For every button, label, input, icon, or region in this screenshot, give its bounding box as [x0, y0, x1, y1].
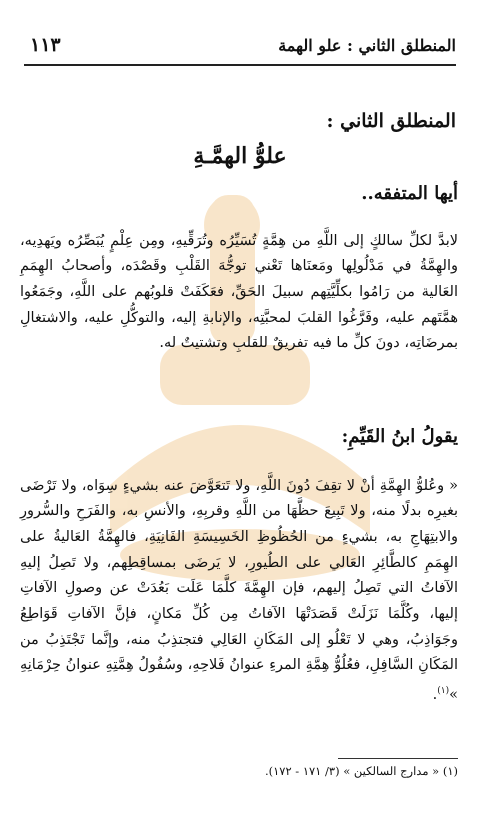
- quote-paragraph: « وعُلوُّ الهِمَّةِ أنْ لا تقِفَ دُونَ اللَّهِ، ولا تَتعَوَّضَ عنه بشيءٍ سِوَاه، ولا تَرْضَى بغيرِه بدلًا منه، ولا تَبِيعَ حظَّهَا من اللَّهِ وقربِهِ، والأنسِ به، والفَرَحِ والسُّرورِ والابتِهَاجِ به، بشيءٍ من الحُظُوظِ الخَسِيسَةِ الفَانِيَةِ، فالهِمَّةُ العَاليةُ على الهِمَمِ كالطَّائِرِ العَالي على الطُيورِ، لا يَرضَى بمساقِطِهم، ولا تَصِلُ إليهِ الآفاتُ التي تَصِلُ إليهم، فإن الهِمَّةَ كلَّمَا عَلَت بَعُدَتْ عن وصولِ الآفاتِ إليها، وكُلَّمَا نَزَلَتْ قَصَدَتْهَا الآفاتُ مِن كُلِّ مَكانٍ، فإنَّ الآفاتِ قَوَاطِعُ وجَوَاذِبُ، وهي لا تَعْلُو إلى المَكَانِ العَالِي فتجتذِبُ منه، وإنَّما تَجْتَذِبُ من المَكَانِ السَّافِلِ، فعُلُوُّ هِمَّةِ المرءِ عنوانُ فَلاحِهِ، وسُفُولُ هِمَّتِهِ عنوانُ حِرْمَانِهِ »$^{(١)}$.: [20, 477, 458, 703]
- footnote: (١) « مدارج السالكين » (٣/ ١٧١ - ١٧٢).: [264, 764, 458, 778]
- footnote-rule: [338, 758, 458, 759]
- page-number: ١١٣: [30, 34, 61, 56]
- header-rule: [24, 64, 456, 66]
- quote-text: « وعُلوُّ الهِمَّةِ أنْ لا تقِفَ دُونَ اللَّهِ، ولا تَتعَوَّضَ عنه بشيءٍ سِوَاه، ولا تَرْضَى بغيرِه بدلًا منه، ولا تَبِيعَ حظَّهَا من اللَّهِ وقربِهِ، والأنسِ به، والفَرَحِ والسُّرورِ والابتِهَاجِ به، بشيءٍ من الحُظُوظِ الخَسِيسَةِ الفَانِيَةِ، فالهِمَّةُ العَاليةُ على الهِمَمِ كالطَّائِرِ العَالي على الطُيورِ، لا يَرضَى بمساقِطِهم، ولا تَصِلُ إليهِ الآفاتُ التي تَصِلُ إليهم، فإن الهِمَّةَ كلَّمَا عَلَت بَعُدَتْ عن وصولِ الآفاتِ إليها، وكُلَّمَا نَزَلَتْ قَصَدَتْهَا الآفاتُ مِن كُلِّ مَكانٍ، فإنَّ الآفاتِ قَوَاطِعُ وجَوَاذِبُ، وهي لا تَعْلُو إلى المَكَانِ العَالِي فتجتذِبُ منه، وإنَّما تَجْتَذِبُ من المَكَانِ السَّافِلِ، فعُلُوُّ هِمَّةِ المرءِ عنوانُ فَلاحِهِ، وسُفُولُ هِمَّتِهِ عنوانُ حِرْمَانِهِ »: [20, 477, 458, 703]
- running-head: [24, 30, 456, 66]
- body-paragraph-1: لابدَّ لكلِّ سالكٍ إلى اللَّهِ من هِمَّةٍ تُسَيِّرُه وتُرَقِّيهِ، ومِن عِلْمٍ يُبَصِّرُه ويَهدِيه، والهِمَّةُ في مَدْلُولِها ومَعنَاها تَعْني توجُّهَ القَلْبِ وقَصْدَه، وأصحابُ الهِمَمِ العَالية من رَامُوا بكلِّيَّتِهم سبيلَ الحَقِّ، فعَكَفَتْ قلوبُهم على اللَّهِ، وجَمَعُوا همَّتَهم عليه، وفَرَّغُوا القلبَ لمحبَّتِه، والإنابةِ إليه، والتوكُّلِ عليه، والاشتغالِ بمرضَاتِه، دونَ كلِّ ما فيه تفريقٌ للقلبِ وتشتيتٌ له.: [20, 232, 458, 352]
- subheading-quote-intro: يقولُ ابنُ القَيِّمِ:: [341, 426, 458, 447]
- footnote-marker: (١): [437, 686, 450, 697]
- running-head-title: المنطلق الثاني : علو الهمة: [278, 36, 456, 55]
- section-title: علوُّ الهمَّـةِ: [193, 143, 287, 169]
- subheading-address: أيها المتفقه..: [361, 183, 458, 204]
- section-label: المنطلق الثاني :: [326, 110, 456, 132]
